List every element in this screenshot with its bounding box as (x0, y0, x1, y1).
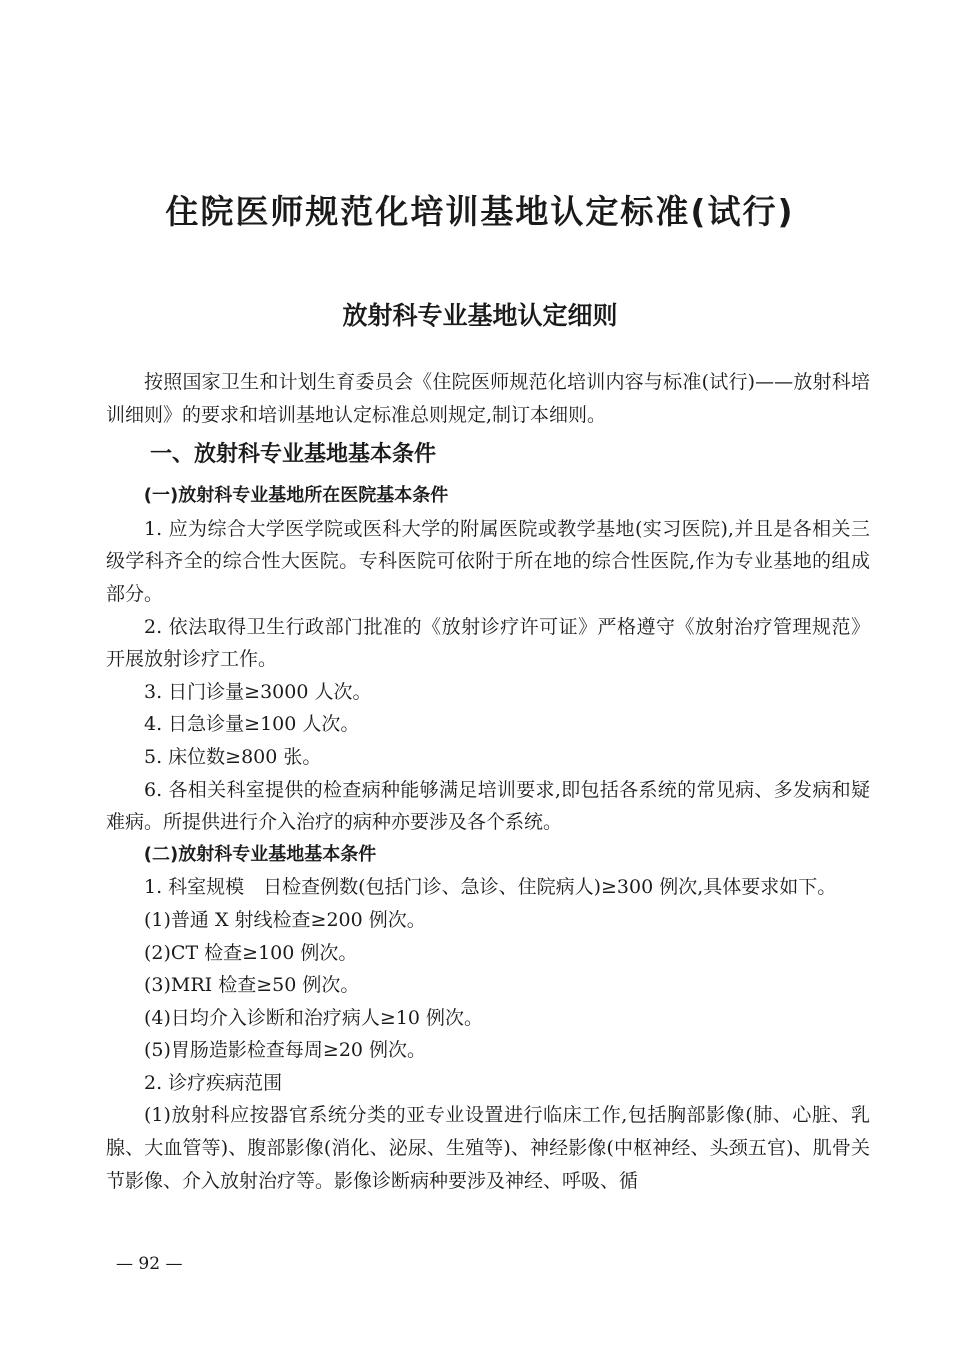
list-item: 4. 日急诊量≥100 人次。 (144, 713, 360, 736)
list-item: (3)MRI 检查≥50 例次。 (144, 974, 360, 997)
list-item: 2. 诊疗疾病范围 (144, 1071, 283, 1094)
list-item: (2)CT 检查≥100 例次。 (144, 941, 358, 964)
list-item: (5)胃肠造影检查每周≥20 例次。 (144, 1039, 427, 1062)
list-item: 2. 依法取得卫生行政部门批准的《放射诊疗许可证》严格遵守《放射治疗管理规范》开展放射诊疗工作。 (106, 615, 870, 671)
document-title: 住院医师规范化培训基地认定标准(试行) (165, 192, 795, 231)
list-item: 1. 应为综合大学医学院或医科大学的附属医院或教学基地(实习医院),并且是各相关三级学科齐全的综合性大医院。专科医院可依附于所在地的综合性医院,作为专业基地的组成部分。 (106, 517, 870, 605)
document-body (106, 366, 870, 1197)
list-item: 3. 日门诊量≥3000 人次。 (144, 680, 372, 703)
list-item: (1)放射科应按器官系统分类的亚专业设置进行临床工作,包括胸部影像(肺、心脏、乳腺、大血管等)、腹部影像(消化、泌尿、生殖等)、神经影像(中枢神经、头颈五官)、肌骨关节影像、介入放射治疗等。影像诊断病种要涉及神经、呼吸、循 (106, 1104, 870, 1192)
document-subtitle: 放射科专业基地认定细则 (342, 301, 618, 330)
list-item: 1. 科室规模 日检查例数(包括门诊、急诊、住院病人)≥300 例次,具体要求如下。 (144, 876, 837, 899)
list-item: 6. 各相关科室提供的检查病种能够满足培训要求,即包括各系统的常见病、多发病和疑难病。所提供进行介入治疗的病种亦要涉及各个系统。 (106, 778, 870, 834)
list-item: (4)日均介入诊断和治疗病人≥10 例次。 (144, 1006, 484, 1029)
page-number: — 92 — (116, 1254, 183, 1274)
list-item: (1)普通 X 射线检查≥200 例次。 (144, 908, 426, 931)
subsection-heading: (一)放射科专业基地所在医院基本条件 (143, 485, 449, 507)
intro-paragraph: 按照国家卫生和计划生育委员会《住院医师规范化培训内容与标准(试行)——放射科培训细则》的要求和培训基地认定标准总则规定,制订本细则。 (106, 371, 870, 426)
subsection-heading: (二)放射科专业基地基本条件 (143, 843, 377, 865)
section-heading: 一、放射科专业基地基本条件 (150, 441, 437, 468)
list-item: 5. 床位数≥800 张。 (144, 745, 322, 768)
